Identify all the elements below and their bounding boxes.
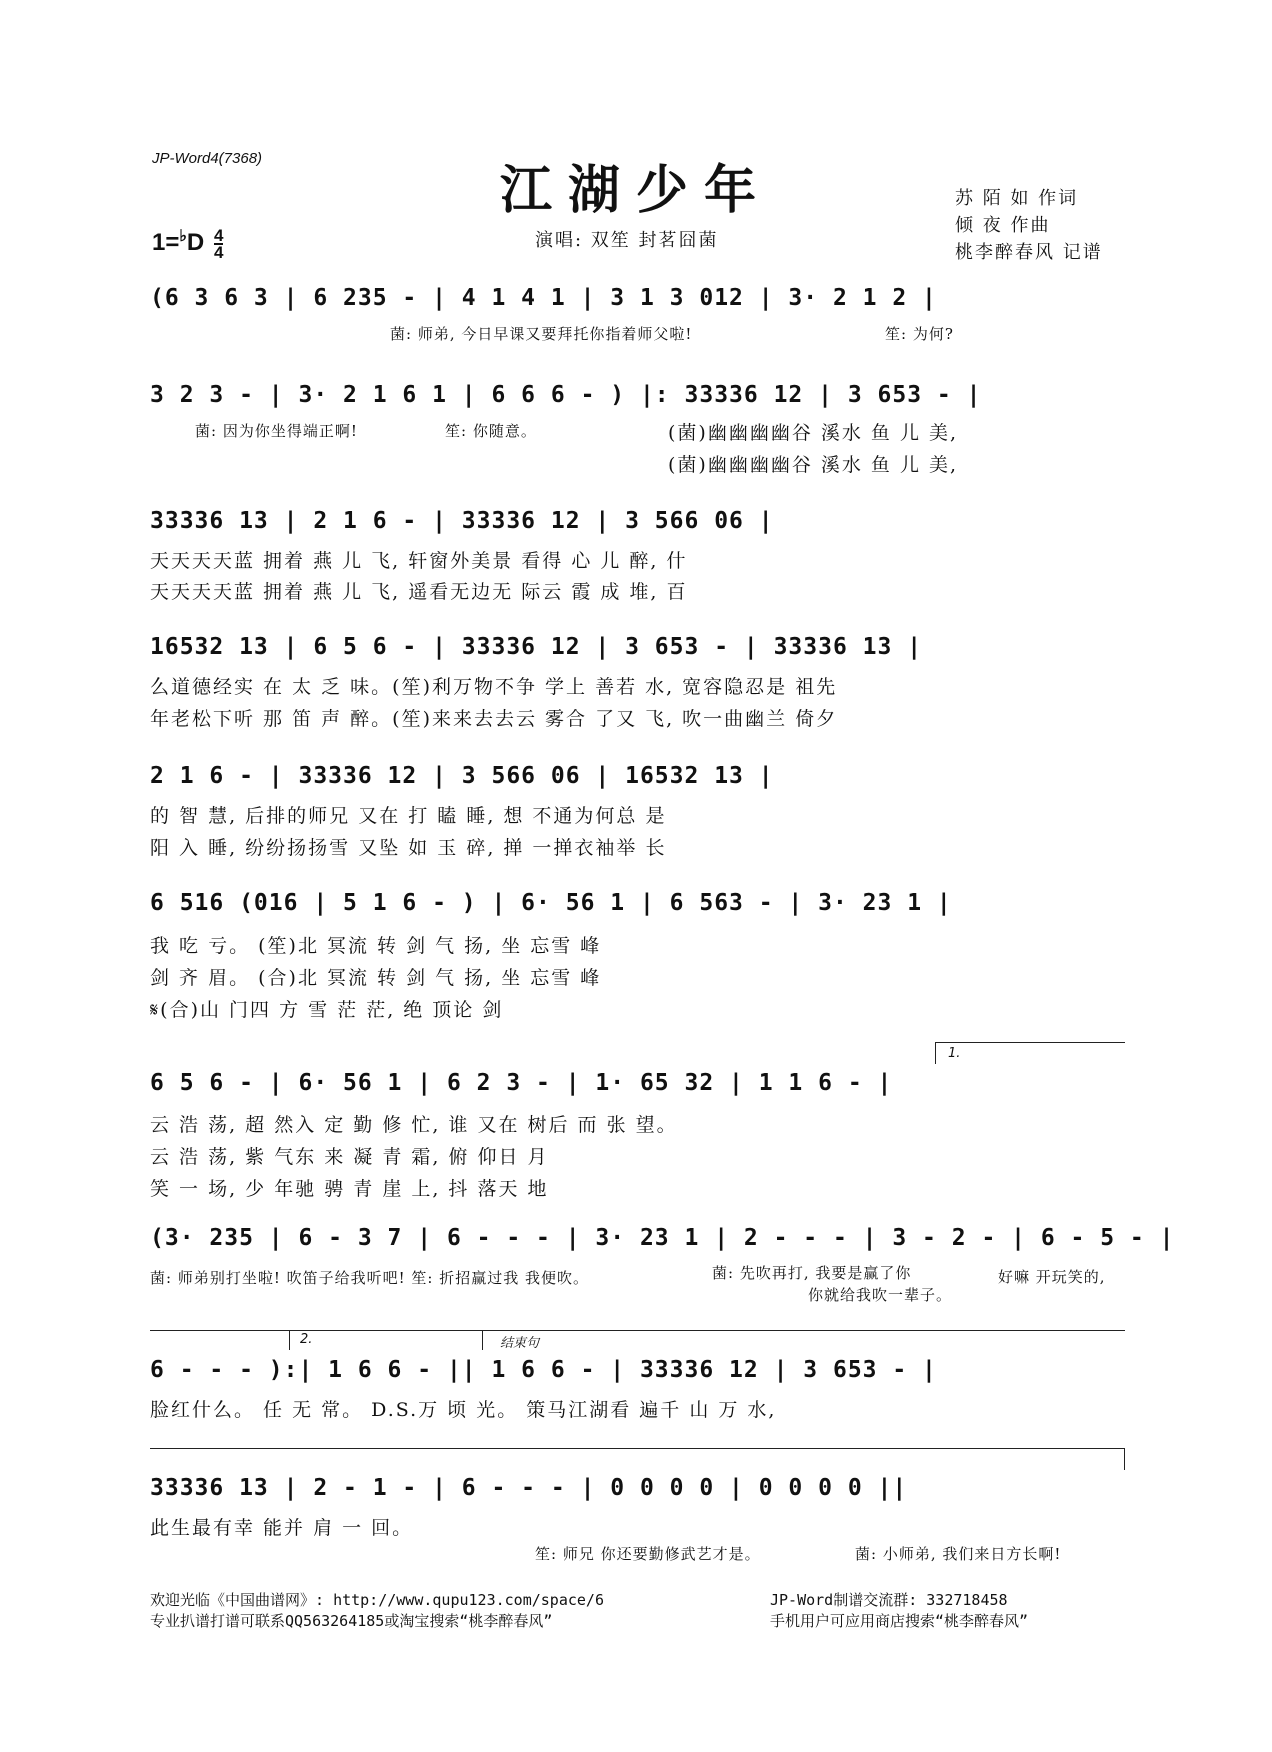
dialog-line: 菌: 小师弟, 我们来日方长啊!	[855, 1545, 1062, 1563]
lyric-verse-1: 的 智 慧, 后排的师兄 又在 打 瞌 睡, 想 不通为何总 是	[150, 805, 667, 827]
time-top: 4	[213, 225, 224, 245]
footer-app: 手机用户可应用商店搜索“桃李醉春风”	[770, 1612, 1029, 1630]
lyricist-credit: 苏 陌 如 作词	[955, 188, 1079, 209]
lyric-verse-2: 剑 齐 眉。 (合)北 冥流 转 剑 气 扬, 坐 忘雪 峰	[150, 967, 602, 989]
footer-group: JP-Word制谱交流群: 332718458	[770, 1591, 1008, 1609]
lyric-verse-1: 此生最有幸 能并 肩 一 回。	[150, 1517, 414, 1539]
dialog-line: 笙: 你随意。	[445, 422, 537, 440]
dialog-line: 菌: 师弟, 今日早课又要拜托你指着师父啦!	[390, 325, 693, 343]
lyric-verse-3: 笑 一 场, 少 年驰 骋 青 崖 上, 抖 落天 地	[150, 1178, 549, 1200]
notation-line-3: 33336 13 | 2 1 6 - | 33336 12 | 3 566 06 |	[150, 508, 774, 534]
lyric-verse-1: 云 浩 荡, 超 然入 定 勤 修 忙, 谁 又在 树后 而 张 望。	[150, 1114, 678, 1136]
notation-line-2: 3 2 3 - | 3· 2 1 6 1 | 6 6 6 - ) |: 33336 12 | 3 653 - |	[150, 382, 982, 408]
dialog-line: 笙: 为何?	[885, 325, 954, 343]
volta-line	[150, 1330, 1125, 1331]
notation-line-8: (3· 235 | 6 - 3 7 | 6 - - - | 3· 23 1 | 2 - - - | 3 - 2 - | 6 - 5 - |	[150, 1225, 1175, 1251]
lyric-verse-2: 天天天天蓝 拥着 燕 儿 飞, 遥看无边无 际云 霞 成 堆, 百	[150, 581, 688, 603]
end-bracket-edge	[1124, 1448, 1125, 1470]
dialog-line: 笙: 师兄 你还要勤修武艺才是。	[535, 1545, 761, 1563]
dialog-line: 你就给我吹一辈子。	[808, 1286, 953, 1304]
notation-line-10: 33336 13 | 2 - 1 - | 6 - - - | 0 0 0 0 | 0 0 0 0 ||	[150, 1475, 908, 1501]
lyric-verse-1: 么道德经实 在 太 乏 味。(笙)利万物不争 学上 善若 水, 宽容隐忍是 祖先	[150, 676, 838, 698]
time-bottom: 4	[213, 242, 224, 262]
key-note: D	[186, 229, 205, 256]
notation-line-1: (6 3 6 3 | 6 235 - | 4 1 4 1 | 3 1 3 012 | 3· 2 1 2 |	[150, 285, 937, 311]
page-title: 江湖少年	[499, 160, 772, 221]
coda-label: 结束句	[500, 1336, 540, 1351]
singer-credit: 演唱: 双笙 封茗囧菌	[535, 230, 719, 251]
dialog-line: 好嘛 开玩笑的,	[998, 1268, 1106, 1286]
lyric-verse-3: 𝄋(合)山 门四 方 雪 茫 茫, 绝 顶论 剑	[150, 999, 504, 1021]
lyric-verse-2: 阳 入 睡, 纷纷扬扬雪 又坠 如 玉 碎, 掸 一掸衣袖举 长	[150, 837, 667, 859]
footer-right	[770, 1590, 1028, 1632]
dialog-line: 菌: 先吹再打, 我要是赢了你	[712, 1264, 912, 1282]
footer-contact: 专业扒谱打谱可联系QQ563264185或淘宝搜索“桃李醉春风”	[150, 1612, 553, 1630]
lyric-verse-1: 天天天天蓝 拥着 燕 儿 飞, 轩窗外美景 看得 心 儿 醉, 什	[150, 550, 688, 572]
notation-line-5: 2 1 6 - | 33336 12 | 3 566 06 | 16532 13 |	[150, 763, 774, 789]
time-signature	[213, 225, 224, 262]
lyric-verse-2: 年老松下听 那 笛 声 醉。(笙)来来去去云 雾合 了又 飞, 吹一曲幽兰 倚夕	[150, 708, 838, 730]
footer-site-link[interactable]: 欢迎光临《中国曲谱网》: http://www.qupu123.com/space/6	[150, 1591, 604, 1609]
lyric-verse-1: 脸红什么。 任 无 常。 D.S.万 顷 光。 策马江湖看 遍千 山 万 水,	[150, 1399, 777, 1421]
key-prefix: 1=	[152, 229, 180, 256]
volta-bracket-2-edge	[289, 1330, 290, 1350]
volta-line	[150, 1448, 1125, 1449]
second-ending-label: 2.	[300, 1332, 313, 1347]
composer-credit: 倾 夜 作曲	[955, 215, 1051, 236]
lyric-verse-1: (菌)幽幽幽幽谷 溪水 鱼 儿 美,	[668, 422, 959, 444]
dialog-line: 菌: 因为你坐得端正啊!	[195, 422, 358, 440]
lyric-verse-1: 我 吃 亏。 (笙)北 冥流 转 剑 气 扬, 坐 忘雪 峰	[150, 935, 602, 957]
flat-sign: ♭	[179, 228, 187, 245]
notation-line-9: 6 - - - ):| 1 6 6 - || 1 6 6 - | 33336 12 | 3 653 - |	[150, 1357, 937, 1383]
transcriber-credit: 桃李醉春风 记谱	[955, 242, 1103, 263]
volta-bracket-1-edge	[935, 1042, 936, 1064]
notation-line-7: 6 5 6 - | 6· 56 1 | 6 2 3 - | 1· 65 32 | 1 1 6 - |	[150, 1070, 893, 1096]
first-ending-label: 1.	[948, 1046, 961, 1061]
credits	[955, 185, 1103, 266]
notation-line-4: 16532 13 | 6 5 6 - | 33336 12 | 3 653 - | 33336 13 |	[150, 634, 923, 660]
lyric-verse-2: (菌)幽幽幽幽谷 溪水 鱼 儿 美,	[668, 454, 959, 476]
coda-bracket-edge	[482, 1330, 483, 1350]
lyric-verse-2: 云 浩 荡, 紫 气东 来 凝 青 霜, 俯 仰日 月	[150, 1146, 549, 1168]
dialog-line: 菌: 师弟别打坐啦! 吹笛子给我听吧! 笙: 折招赢过我 我便吹。	[150, 1269, 590, 1287]
key-signature	[152, 226, 223, 260]
notation-line-6: 6 516 (016 | 5 1 6 - ) | 6· 56 1 | 6 563 - | 3· 23 1 |	[150, 890, 952, 916]
source-tag: JP-Word4(7368)	[152, 150, 263, 167]
footer-left	[150, 1590, 604, 1632]
volta-bracket-1	[935, 1042, 1125, 1043]
